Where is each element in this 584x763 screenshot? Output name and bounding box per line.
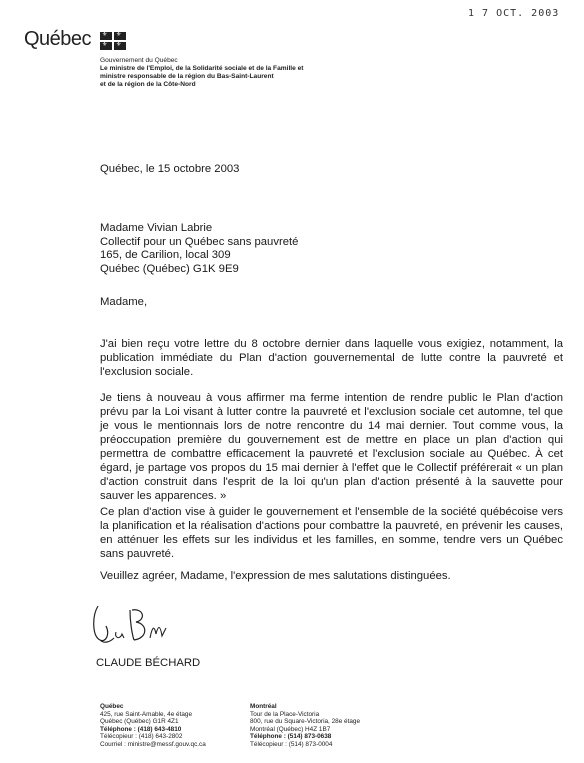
recipient-name: Madame Vivian Labrie	[100, 222, 213, 234]
paragraph-3: Ce plan d'action vise à guider le gouvernement et l'ensemble de la société québécoise vers la planification et la réalisation d'actions pour combattre la pauvreté, en prévenir les causes, en atténuer les effets sur les individus et les familles, en somme, tendre vers un Québec sans pauvreté.	[100, 506, 563, 560]
signer-name: CLAUDE BÉCHARD	[96, 657, 201, 669]
salutation: Madame,	[100, 296, 148, 308]
recipient-organization: Collectif pour un Québec sans pauvreté	[100, 235, 299, 248]
footer-montreal-office	[250, 703, 360, 749]
handwritten-signature	[90, 598, 190, 648]
minister-line-1: Le ministre de l'Emploi, de la Solidarité sociale et de la Famille et	[100, 65, 304, 72]
recipient-city: Québec (Québec) G1K 9E9	[100, 262, 239, 275]
footer-montreal-heading: Montréal	[250, 703, 277, 710]
government-line: Gouvernement du Québec	[100, 57, 178, 64]
closing-line: Veuillez agréer, Madame, l'expression de mes salutations distinguées.	[100, 570, 451, 582]
footer-quebec-email: Courriel : ministre@messf.gouv.qc.ca	[100, 740, 206, 748]
government-header	[100, 57, 360, 89]
footer-quebec-heading: Québec	[100, 703, 124, 710]
footer-quebec-office	[100, 703, 206, 749]
received-date-stamp: 1 7 OCT. 2003	[468, 8, 560, 19]
footer-quebec-phone: Téléphone : (418) 643-4810	[100, 725, 182, 733]
footer-montreal-phone: Téléphone : (514) 873-0638	[250, 733, 332, 741]
paragraph-2: Je tiens à nouveau à vous affirmer ma ferme intention de rendre public le Plan d'action prévu par la Loi visant à lutter contre la pauvreté et l'exclusion sociale cet automne, tel que je vous le mentionnais lors de notre rencontre du 14 mai dernier. Tout comme vous, la préoccupation première du gouvernement est de mettre en place un plan d'action qui permettra de combattre efficacement la pauvreté et l'exclusion sociale au Québec. À cet égard, je partage vos propos du 15 mai dernier à l'effet que le Collectif préférerait « un plan d'action construit dans l'esprit de la loi qu'un plan d'action présenté à la sauvette pour sauver les apparences. »	[100, 392, 563, 502]
minister-line-3: et de la région de la Côte-Nord	[100, 81, 196, 88]
paragraph-1: J'ai bien reçu votre lettre du 8 octobre dernier dans laquelle vous exigiez, notamment, la publication immédiate du Plan d'action gouvernemental de lutte contre la pauvreté et l'exclusion sociale.	[100, 338, 563, 378]
footer-montreal-address-2: 800, rue du Square-Victoria, 28e étage	[250, 718, 361, 726]
recipient-street: 165, de Carilion, local 309	[100, 249, 231, 261]
footer-quebec-address-1: 425, rue Saint-Amable, 4e étage	[100, 710, 193, 718]
quebec-flag-icon	[100, 32, 126, 50]
minister-line-2: ministre responsable de la région du Bas-Saint-Laurent	[100, 73, 274, 80]
footer-montreal-address-1: Tour de la Place-Victoria	[250, 710, 320, 718]
footer-montreal-fax: Télécopieur : (514) 873-0004	[250, 740, 333, 748]
footer-quebec-address-2: Québec (Québec) G1R 4Z1	[100, 718, 179, 726]
letter-date: Québec, le 15 octobre 2003	[100, 163, 240, 175]
footer-montreal-address-3: Montréal (Québec) H4Z 1B7	[250, 725, 331, 733]
recipient-address	[100, 222, 298, 276]
quebec-logo-wordmark: Québec	[24, 28, 92, 50]
footer-quebec-fax: Télécopieur : (418) 643-2802	[100, 733, 183, 741]
